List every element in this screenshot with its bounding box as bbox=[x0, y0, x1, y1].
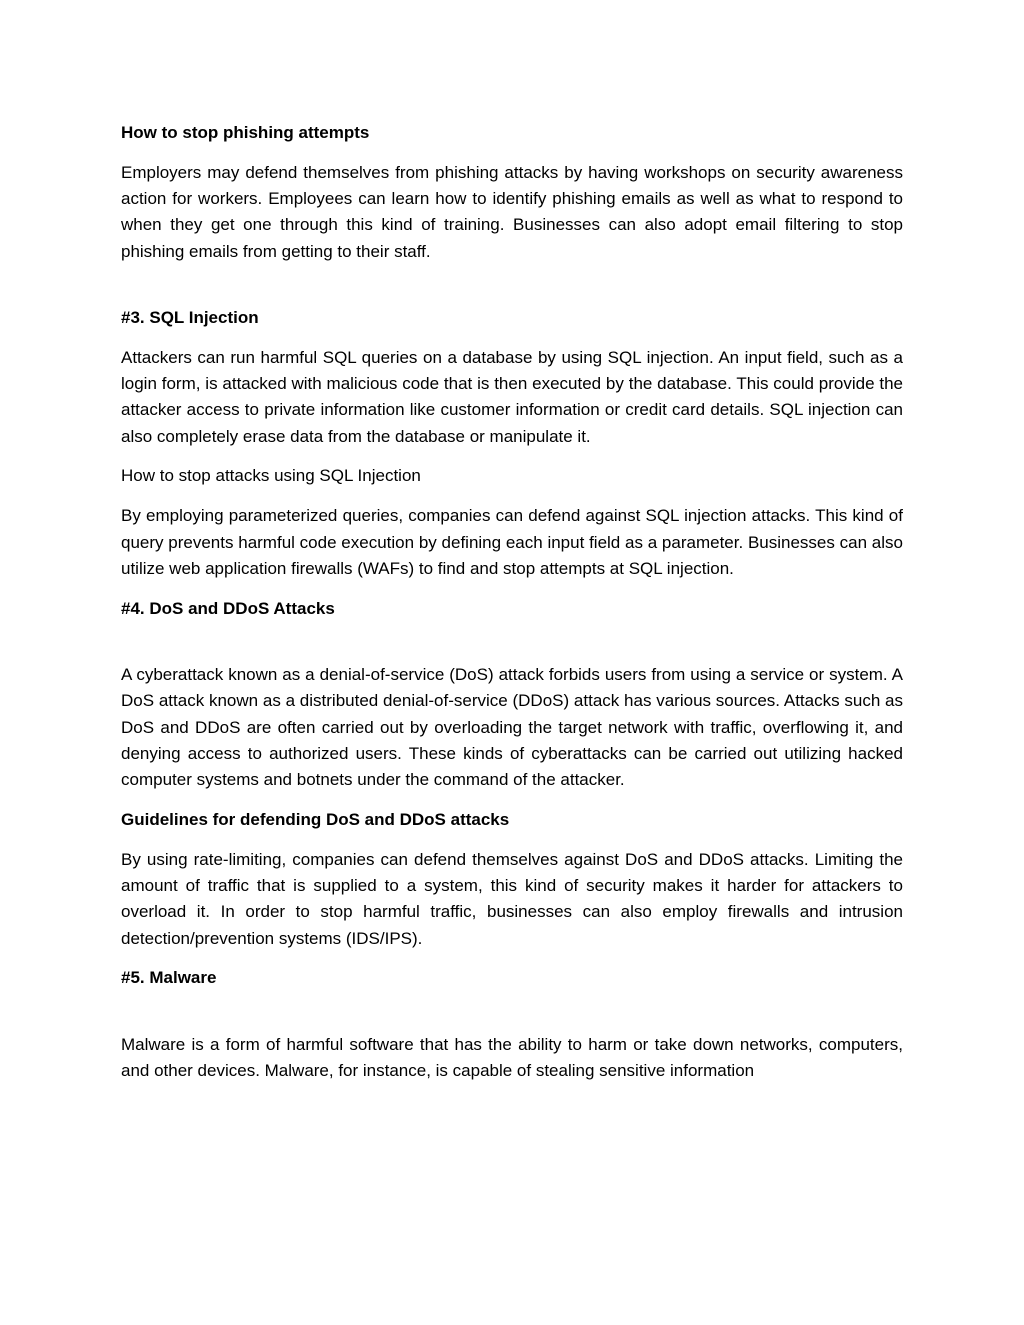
dos-ddos-paragraph: A cyberattack known as a denial-of-service (DoS) attack forbids users from using a service or system. A DoS attack known as a distributed denial-of-service (DDoS) attack has various sources. Attacks such as DoS and DDoS are often carried out by overloading the target network with traffic, overflowing it, and denying access to authorized users. These kinds of cyberattacks can be carried out utilizing hacked computer systems and botnets under the command of the attacker. bbox=[121, 664, 903, 790]
malware-heading: #5. Malware bbox=[121, 968, 217, 988]
sql-prevention-heading: How to stop attacks using SQL Injection bbox=[121, 466, 421, 486]
sql-prevention-paragraph: By employing parameterized queries, companies can defend against SQL injection attacks. This kind of query prevents harmful code execution by defining each input field as a parameter. Businesses can also utilize web application firewalls (WAFs) to find and stop attempts at SQL injection. bbox=[121, 506, 903, 578]
dos-ddos-heading: #4. DoS and DDoS Attacks bbox=[121, 598, 335, 618]
phishing-prevention-heading: How to stop phishing attempts bbox=[121, 123, 370, 142]
document-page bbox=[121, 120, 903, 1098]
phishing-prevention-paragraph: Employers may defend themselves from phishing attacks by having workshops on security awareness action for workers. Employees can learn how to identify phishing emails as well as what to respond to when they get one through this kind of training. Businesses can also adopt email filtering to stop phishing emails from getting to their staff. bbox=[121, 162, 903, 261]
sql-injection-heading: #3. SQL Injection bbox=[121, 307, 259, 327]
sql-injection-paragraph: Attackers can run harmful SQL queries on a database by using SQL injection. An input field, such as a login form, is attacked with malicious code that is then executed by the database. This could provide the attacker access to private information like customer information or credit card details. SQL injection can also completely erase data from the database or manipulate it. bbox=[121, 347, 903, 446]
dos-guidelines-paragraph: By using rate-limiting, companies can defend themselves against DoS and DDoS attacks. Limiting the amount of traffic that is supplied to a system, this kind of security makes it harder for attackers to overload it. In order to stop harmful traffic, businesses can also employ firewalls and intrusion detection/prevention systems (IDS/IPS). bbox=[121, 849, 903, 948]
dos-guidelines-heading: Guidelines for defending DoS and DDoS attacks bbox=[121, 809, 510, 829]
malware-paragraph: Malware is a form of harmful software that has the ability to harm or take down networks, computers, and other devices. Malware, for instance, is capable of stealing sensitive information bbox=[121, 1034, 903, 1081]
